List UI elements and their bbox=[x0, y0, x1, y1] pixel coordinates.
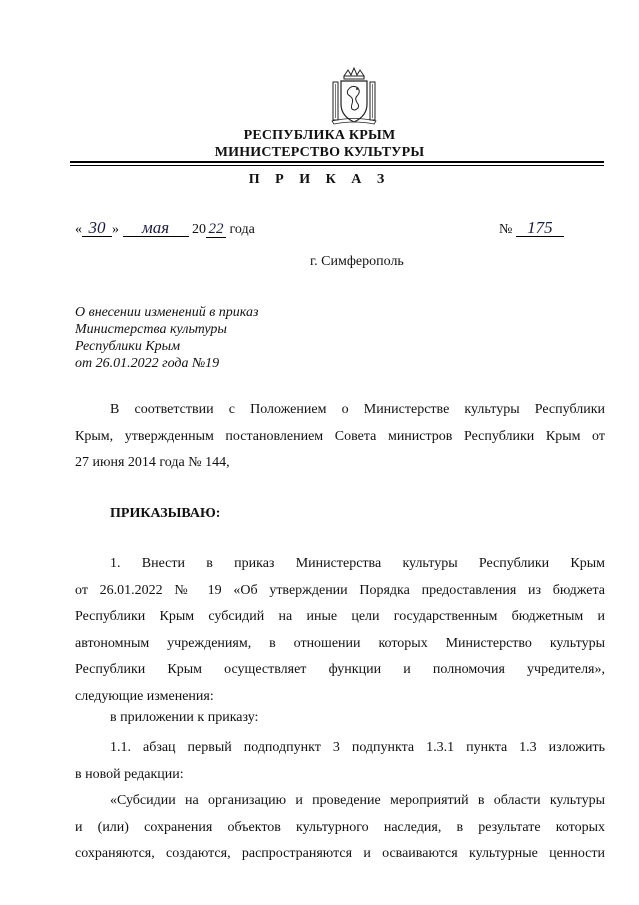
date-year-prefix: 20 bbox=[192, 222, 206, 237]
date-day: 30 bbox=[82, 220, 112, 237]
coat-of-arms-icon bbox=[330, 66, 378, 126]
date-month: мая bbox=[123, 220, 189, 237]
subject-line: О внесении изменений в приказ bbox=[75, 305, 259, 320]
item-1-line: автономным учреждениям, в отношении которых Министерство культуры bbox=[75, 635, 605, 651]
item-1-line: следующие изменения: bbox=[75, 688, 214, 704]
item-1-line: 1. Внести в приказ Министерства культуры Республики Крым bbox=[110, 556, 605, 571]
item-1-line: Республики Крым осуществляет функции и полномочия учредителя», bbox=[75, 662, 605, 677]
org-name-line2: МИНИСТЕРСТВО КУЛЬТУРЫ bbox=[214, 145, 425, 160]
order-heading: ПРИКАЗЫВАЮ: bbox=[110, 506, 221, 521]
item-1-paragraph bbox=[75, 551, 605, 710]
subject-line: Министерства культуры bbox=[75, 322, 227, 337]
annex-line: в приложении к приказу: bbox=[110, 710, 259, 725]
document-type-title: П Р И К А З bbox=[248, 172, 391, 187]
org-name-line1: РЕСПУБЛИКА КРЫМ bbox=[243, 128, 396, 143]
quote-paragraph bbox=[75, 788, 605, 868]
document-date bbox=[75, 220, 255, 238]
date-close-quote: » bbox=[112, 222, 119, 237]
number-label: № bbox=[499, 222, 513, 237]
date-year-suffix: 22 bbox=[206, 221, 226, 238]
city-line: г. Симферополь bbox=[310, 254, 404, 269]
item-1-1-paragraph bbox=[75, 735, 605, 788]
preamble-paragraph bbox=[75, 397, 605, 477]
quote-line: сохраняются, создаются, распространяются и осваиваются культурные ценности bbox=[75, 846, 605, 861]
item-1-1-line: в новой редакции: bbox=[75, 766, 184, 782]
item-1-1-line: 1.1. абзац первый подподпункт 3 подпункта 1.3.1 пункта 1.3 изложить bbox=[110, 740, 605, 755]
preamble-line: Крым, утвержденным постановлением Совета министров Республики Крым от bbox=[75, 428, 605, 444]
header-divider-thick bbox=[70, 161, 604, 163]
subject-line: от 26.01.2022 года №19 bbox=[75, 356, 220, 371]
quote-line: и (или) сохранения объектов культурного наследия, в результате которых bbox=[75, 819, 605, 835]
quote-line: «Субсидии на организацию и проведение мероприятий в области культуры bbox=[110, 793, 605, 808]
date-open-quote: « bbox=[75, 222, 82, 237]
preamble-line: 27 июня 2014 года № 144, bbox=[75, 455, 230, 470]
number-value: 175 bbox=[516, 220, 564, 237]
item-1-line: от 26.01.2022 № 19 «Об утверждении Порядка предоставления из бюджета bbox=[75, 582, 605, 598]
header-divider-thin bbox=[70, 165, 604, 166]
document-number bbox=[499, 220, 564, 238]
item-1-line: Республики Крым субсидий на иные цели государственным бюджетным и bbox=[75, 609, 605, 624]
date-year-word: года bbox=[229, 222, 255, 237]
document-subject bbox=[75, 304, 258, 372]
preamble-line: В соответствии с Положением о Министерстве культуры Республики bbox=[110, 402, 605, 417]
subject-line: Республики Крым bbox=[75, 339, 181, 354]
